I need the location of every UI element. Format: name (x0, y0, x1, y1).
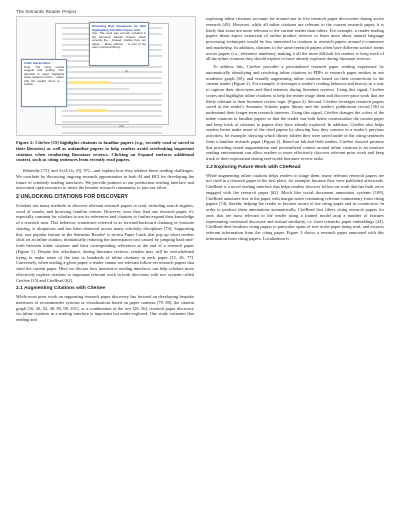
figure-caption: Figure 2: CiteSee [15] highlights citations to familiar papers (e.g., recently read or saved in their libraries) as well as unfamiliar papers to help readers avoid overlooking important citations when conducting literature reviews. Clicking on Expand surfaces additional context, such as citing sentences from recently read papers. (16, 140, 194, 163)
paragraph: To address this, CiteSee provides a personalized research paper reading experience by automatically identifying and resolving inline citations in PDFs to research paper entities in our academic graph [50], and visually augmenting inline citations based on their connections to the current reader (Figure 2). For example, it leverages a reader's reading behavior and history as a way to capture their short-term and fluid interests during literature reviews. Using this signal, CiteSee scores and highlights inline citations to help the reader triage them and discover prior work that are likely relevant to their literature review topic (Figure 2). Second, CiteSee leverages research papers saved in the reader's Semantic Scholar paper library and the reader's publication record [36] to understand their longer-term research interests. Using this signal, CiteSee changes the colors of the inline citations to familiar papers so that the reader can both better contextualize the current paper and keep track of citations to papers they have already explored. In addition, CiteSee also helps readers better make sense of the cited papers by showing how they connect to a reader's previous activities; for example, showing which library folders they were saved under or the citing sentences from a familiar research paper (Figure 2). Based on lab and field studies, CiteSee showed promise that providing visual augmentation and personalized context around inline citations is an intuitive reading environment can allow readers to more effectively discover relevant prior work and keep track of their exploration during real-world literature review tasks. (206, 64, 384, 161)
figure-2 (16, 16, 196, 136)
highlight-mark (69, 81, 109, 84)
paragraph: Relatedly [73], and SciA11y [9], 97]—and explain how they address these reading challenges. We conclude by discussing ongoing research opportunities in both AI and HCI for developing the future of scholarly reading interfaces. We provide pointers to our production reading interface and associated open resources to invite the broader research community to join our effort. (16, 168, 194, 191)
subsection-heading: 2.1 Augmenting Citations with CiteSee (16, 286, 106, 292)
figure-marker: [1] (125, 69, 129, 73)
paragraph: While most prior work on supporting research paper discovery has focused on developing bespoke interfaces of recommender systems or visualizations based on paper contents [79, 89], the citation graph [16, 30, 32, 48, 85, 98, 101], or a combination of the two [26, 56], research paper discovery via inline citations in a reading interface is important but under-explored. One study estimates that reading and (16, 294, 194, 323)
paper-card-context[interactable] (21, 59, 67, 107)
subsection-heading: 2.2 Exploring Future Work with CiteRead (206, 164, 301, 170)
paper-card-title[interactable]: Extending Rule Sequences for Web Highlighting Scientific Papers with... (92, 24, 146, 32)
section-heading: 2 UNLOCKING CITATIONS FOR DISCOVERY (16, 194, 129, 201)
paragraph: Scholars use many methods to discover relevant research papers to read, including search engines, word of mouth, and browsing familiar venues. However, once they find one research paper, it's especially common for scholars to use its references and citations to further expand their knowledge of a research area. This behavior, sometimes referred to as forward/backward chaining or footnote chasing, is ubiquitous and has been observed across many scholarly disciplines [74]. Supporting this, one popular feature in the Semantic Reader¹ is in-situ Paper Cards that pop up when readers click on an inline citation, dramatically reducing the interruption cost caused by jumping back-and-forth between inline citations and their corresponding references at the end of a research paper (Figure 1). Despite this affordance, during literature reviews, readers may still be overwhelmed trying to make sense of the tens to hundreds of inline citations in each paper [15, 26, 77]. Conversely, when reading a given paper, a reader cannot see relevant follow-on research papers that cited the current paper. Here we discuss how interactive reading interfaces can help scholars more effectively explore citations to important relevant work in both directions with two systems called CiteSee [15] and CiteRead [62]. (16, 202, 194, 283)
paragraph: exploring inline citations accounts for around one in five research paper discoveries during active research [49]. However, while all inline citations are relevant to the current research paper, it is likely that some are more relevant to the current reader than others. For example, a reader reading papers about aspect extraction of online product reviews to learn more about natural language processing techniques would be less interested in citations to research papers around e-commerce and marketing. In addition, citations to the same research papers often have different surface forms across papers (i.e., reference numbers), making it all the more difficult for readers to keep track of all the inline citations they should explore or have already explored during literature reviews. (206, 16, 384, 62)
right-column (206, 16, 384, 244)
paragraph: While augmenting inline citations helps readers to triage them, many relevant research papers are not cited in a research paper in the first place, for example, because they were published afterwards. CiteRead is a novel reading interface that helps readers discover follow-on work that has built on or engaged with the research paper [62]. Much like social document annotation systems [109], CiteRead annotates text in the paper with margin notes containing relevant commentary from citing papers [74], thereby helping the reader to become aware of the citing paper and its connection. In order to produce these annotations automatically, CiteRead first filters citing research papers for ones that are most relevant to the reader using a trained model atop a number of features representing contextual discourse and textual similarity, i.e. from scientific paper embeddings [24]. CiteRead then localizes citing papers to particular spans of text in the paper being read, and extracts relevant information from the citing paper. Figure 3 shows a research paper annotated with this information from citing papers. Localization is (206, 172, 384, 241)
highlight-mark (77, 109, 107, 112)
figure-marker: [14] (119, 124, 124, 128)
running-head: The Semantic Reader Project (16, 9, 77, 14)
left-column (16, 16, 194, 325)
paper-card-body: Note: The study results suggest that guiding user attention to paper highlights helps readers to focus ... paper with the explicit intent to ... citation ... (24, 64, 64, 86)
paper-card-expanded[interactable] (89, 22, 149, 66)
paper-card-title[interactable]: Cited: Hierarchical ... (24, 61, 53, 65)
paper-card-body: Cite: This work was recently included in the Semantic Reader Project, which extends the... Instead, studies from our paper ... Many authors ... is part of the user's personal library... (92, 31, 146, 49)
